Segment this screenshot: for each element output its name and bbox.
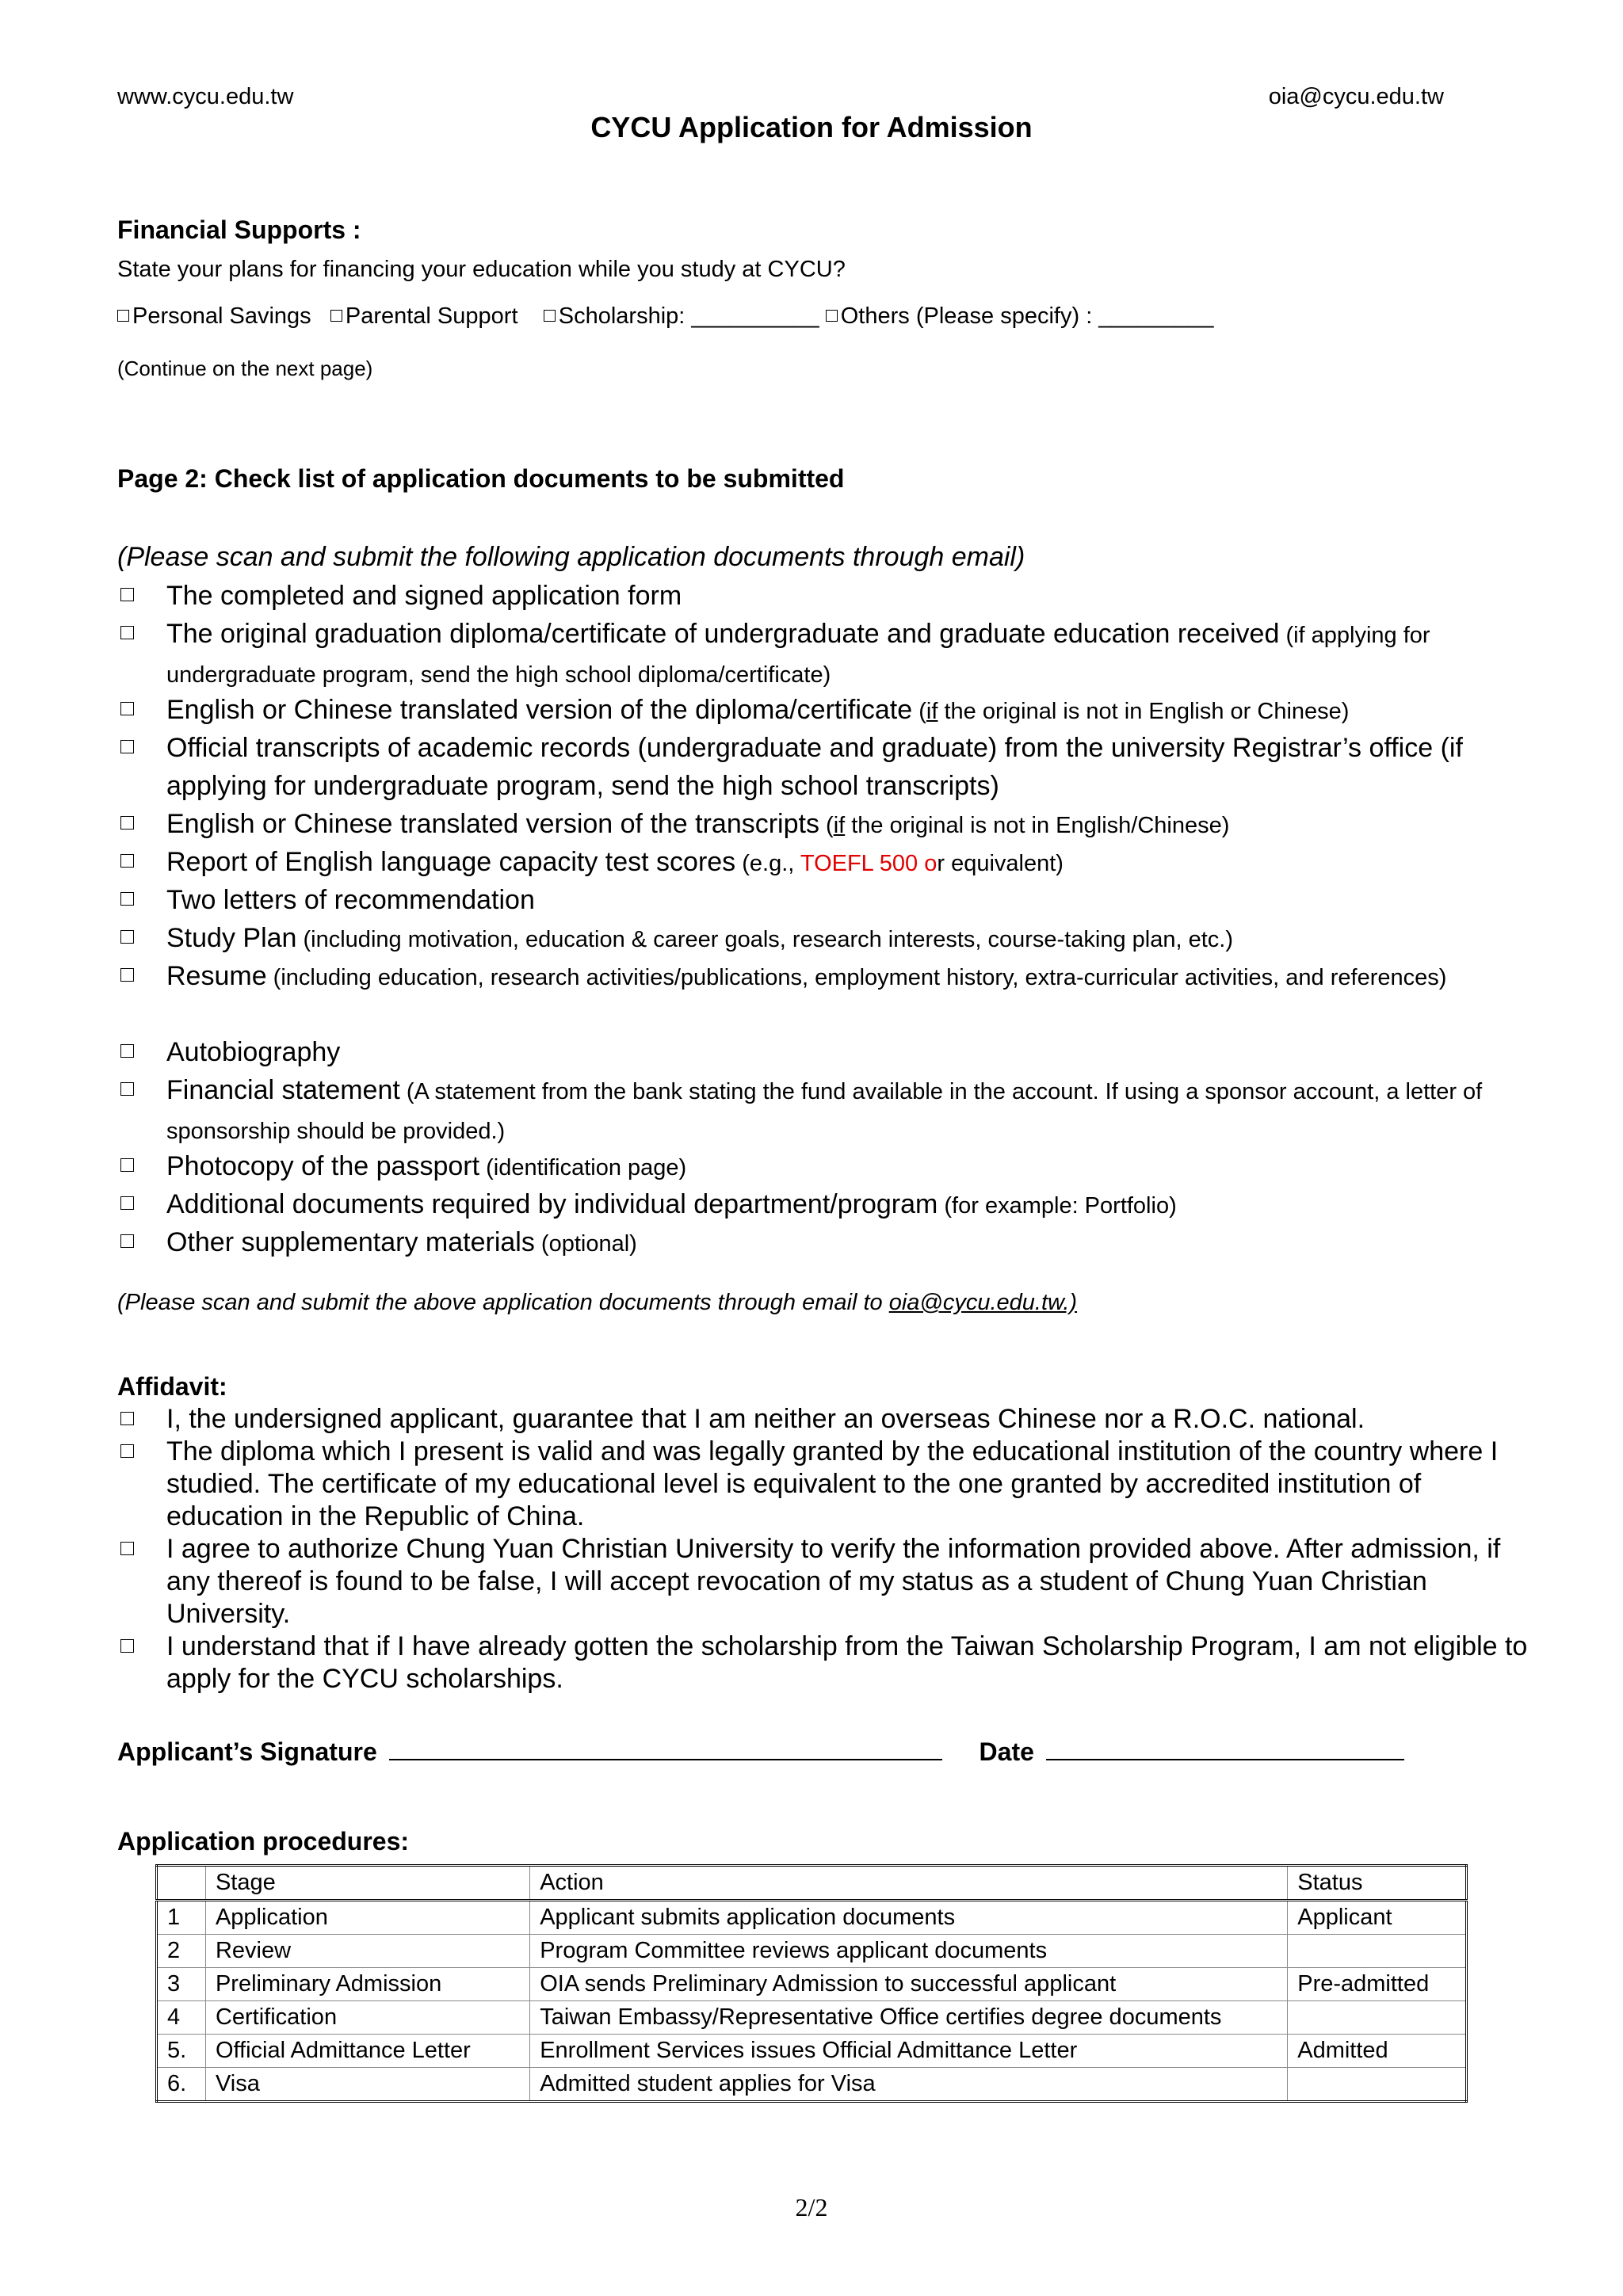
signature-field[interactable] [389,1735,942,1760]
column-header: Status [1288,1866,1467,1901]
checkbox-icon[interactable] [120,1196,134,1210]
cell-step: 3 [157,1968,206,2001]
page-number: 2/2 [795,2193,828,2222]
checkbox-icon[interactable] [120,1044,134,1058]
cell-step: 4 [157,2001,206,2035]
checkbox-icon [544,310,556,322]
checkbox-icon[interactable] [120,1444,134,1458]
checklist-item: Resume (including education, research activities/publications, employment history, extra-curricular activities, and references) [166,961,1447,991]
cell-action: Admitted student applies for Visa [530,2068,1288,2102]
cell-stage: Visa [205,2068,529,2102]
checkbox-icon[interactable] [120,1639,134,1653]
checklist-intro: (Please scan and submit the following application documents through email) [117,542,1025,572]
email-link[interactable]: oia@cycu.edu.tw.) [888,1290,1078,1315]
cell-action: Taiwan Embassy/Representative Office certifies degree documents [530,2001,1288,2035]
option-scholarship[interactable]: Scholarship: __________ [544,303,819,329]
table-row [157,1935,1467,1968]
financial-question: State your plans for financing your education while you study at CYCU? [117,257,846,282]
cell-step: 5. [157,2035,206,2068]
cell-stage: Review [205,1935,529,1968]
checkbox-icon[interactable] [120,1234,134,1248]
checklist-item: English or Chinese translated version of the diploma/certificate (if the original is not in English or Chinese) [166,695,1350,725]
checkbox-icon[interactable] [120,1158,134,1172]
website-url: www.cycu.edu.tw [117,84,294,109]
date-field[interactable] [1046,1735,1404,1760]
checkbox-icon [826,310,838,322]
checklist-item: Autobiography [166,1037,341,1067]
cell-step: 2 [157,1935,206,1968]
affidavit-heading: Affidavit: [117,1372,227,1401]
checkbox-icon[interactable] [120,854,134,868]
column-header [157,1866,206,1901]
cell-stage: Preliminary Admission [205,1968,529,2001]
checklist-item: Additional documents required by individual department/program (for example: Portfolio) [166,1189,1177,1219]
cell-action: Applicant submits application documents [530,1901,1288,1935]
affidavit-item: I understand that if I have already gotten the scholarship from the Taiwan Scholarship Program, I am not eligible to apply for the CYCU scholarships. [166,1631,1528,1694]
procedures-table [155,1864,1468,2103]
procedures-heading: Application procedures: [117,1827,410,1855]
checklist-item: English or Chinese translated version of the transcripts (if the original is not in English/Chinese) [166,809,1230,839]
checklist-item: The original graduation diploma/certificate of undergraduate and graduate education received (if applying for undergraduate program, send the high school diploma/certificate) [166,619,1430,688]
table-row [157,2035,1467,2068]
signature-row [117,1735,1404,1767]
option-others[interactable]: Others (Please specify) : _________ [826,303,1214,329]
checklist-item: Report of English language capacity test scores (e.g., TOEFL 500 or equivalent) [166,847,1064,877]
affidavit-item: The diploma which I present is valid and was legally granted by the educational institution of the country where I studied. The certificate of my educational level is equivalent to the one granted by accredited institution of education in the Republic of China. [166,1436,1499,1531]
option-personal-savings[interactable]: Personal Savings [117,303,311,329]
checklist-item: Photocopy of the passport (identification page) [166,1151,687,1181]
financial-heading: Financial Supports : [117,215,361,244]
checklist-item: Financial statement (A statement from the bank stating the fund available in the account. If using a sponsor account, a letter of sponsorship should be provided.) [166,1075,1483,1144]
checkbox-icon[interactable] [120,626,134,639]
cell-status [1288,2001,1467,2035]
signature-label: Applicant’s Signature [117,1737,377,1766]
checkbox-icon[interactable] [120,968,134,982]
checkbox-icon[interactable] [120,930,134,944]
checklist-item: Study Plan (including motivation, education & career goals, research interests, course-taking plan, etc.) [166,923,1233,953]
checklist-item: Official transcripts of academic records (undergraduate and graduate) from the university Registrar’s office (if applying for undergraduate program, send the high school transcripts) [166,733,1463,801]
cell-step: 6. [157,2068,206,2102]
cell-status [1288,1935,1467,1968]
table-header-row [157,1866,1467,1901]
cell-stage: Certification [205,2001,529,2035]
continue-note: (Continue on the next page) [117,357,373,380]
checkbox-icon[interactable] [120,892,134,906]
cell-action: OIA sends Preliminary Admission to successful applicant [530,1968,1288,2001]
page-title: CYCU Application for Admission [590,111,1033,143]
cell-action: Program Committee reviews applicant documents [530,1935,1288,1968]
checkbox-icon[interactable] [120,702,134,715]
affidavit-item: I, the undersigned applicant, guarantee that I am neither an overseas Chinese nor a R.O.C. national. [166,1404,1365,1434]
checkbox-icon[interactable] [120,816,134,830]
table-row [157,1968,1467,2001]
cell-status: Pre-admitted [1288,1968,1467,2001]
cell-stage: Official Admittance Letter [205,2035,529,2068]
contact-email: oia@cycu.edu.tw [1268,84,1444,109]
cell-stage: Application [205,1901,529,1935]
checkbox-icon[interactable] [120,1412,134,1425]
checkbox-icon[interactable] [120,1542,134,1555]
column-header: Action [530,1866,1288,1901]
checklist-outro: (Please scan and submit the above application documents through email to oia@cycu.edu.tw.) [117,1290,1078,1315]
table-row [157,2001,1467,2035]
checkbox-icon[interactable] [120,1082,134,1096]
cell-status [1288,2068,1467,2102]
financial-options [117,303,1213,330]
checkbox-icon[interactable] [120,588,134,601]
column-header: Stage [205,1866,529,1901]
date-label: Date [979,1737,1034,1766]
cell-step: 1 [157,1901,206,1935]
cell-status: Applicant [1288,1901,1467,1935]
checkbox-icon[interactable] [120,740,134,753]
affidavit-item: I agree to authorize Chung Yuan Christian University to verify the information provided above. After admission, if any thereof is found to be false, I will accept revocation of my status as a student of Chung Yuan Christian University. [166,1534,1501,1629]
cell-action: Enrollment Services issues Official Admittance Letter [530,2035,1288,2068]
checklist-item: Two letters of recommendation [166,885,535,915]
cell-status: Admitted [1288,2035,1467,2068]
option-parental-support[interactable]: Parental Support [330,303,518,329]
checklist-item: The completed and signed application form [166,581,682,611]
checkbox-icon [330,310,342,322]
checklist-item: Other supplementary materials (optional) [166,1227,637,1257]
checklist-heading: Page 2: Check list of application documents to be submitted [117,464,845,493]
table-row [157,2068,1467,2102]
table-row [157,1901,1467,1935]
checkbox-icon [117,310,129,322]
